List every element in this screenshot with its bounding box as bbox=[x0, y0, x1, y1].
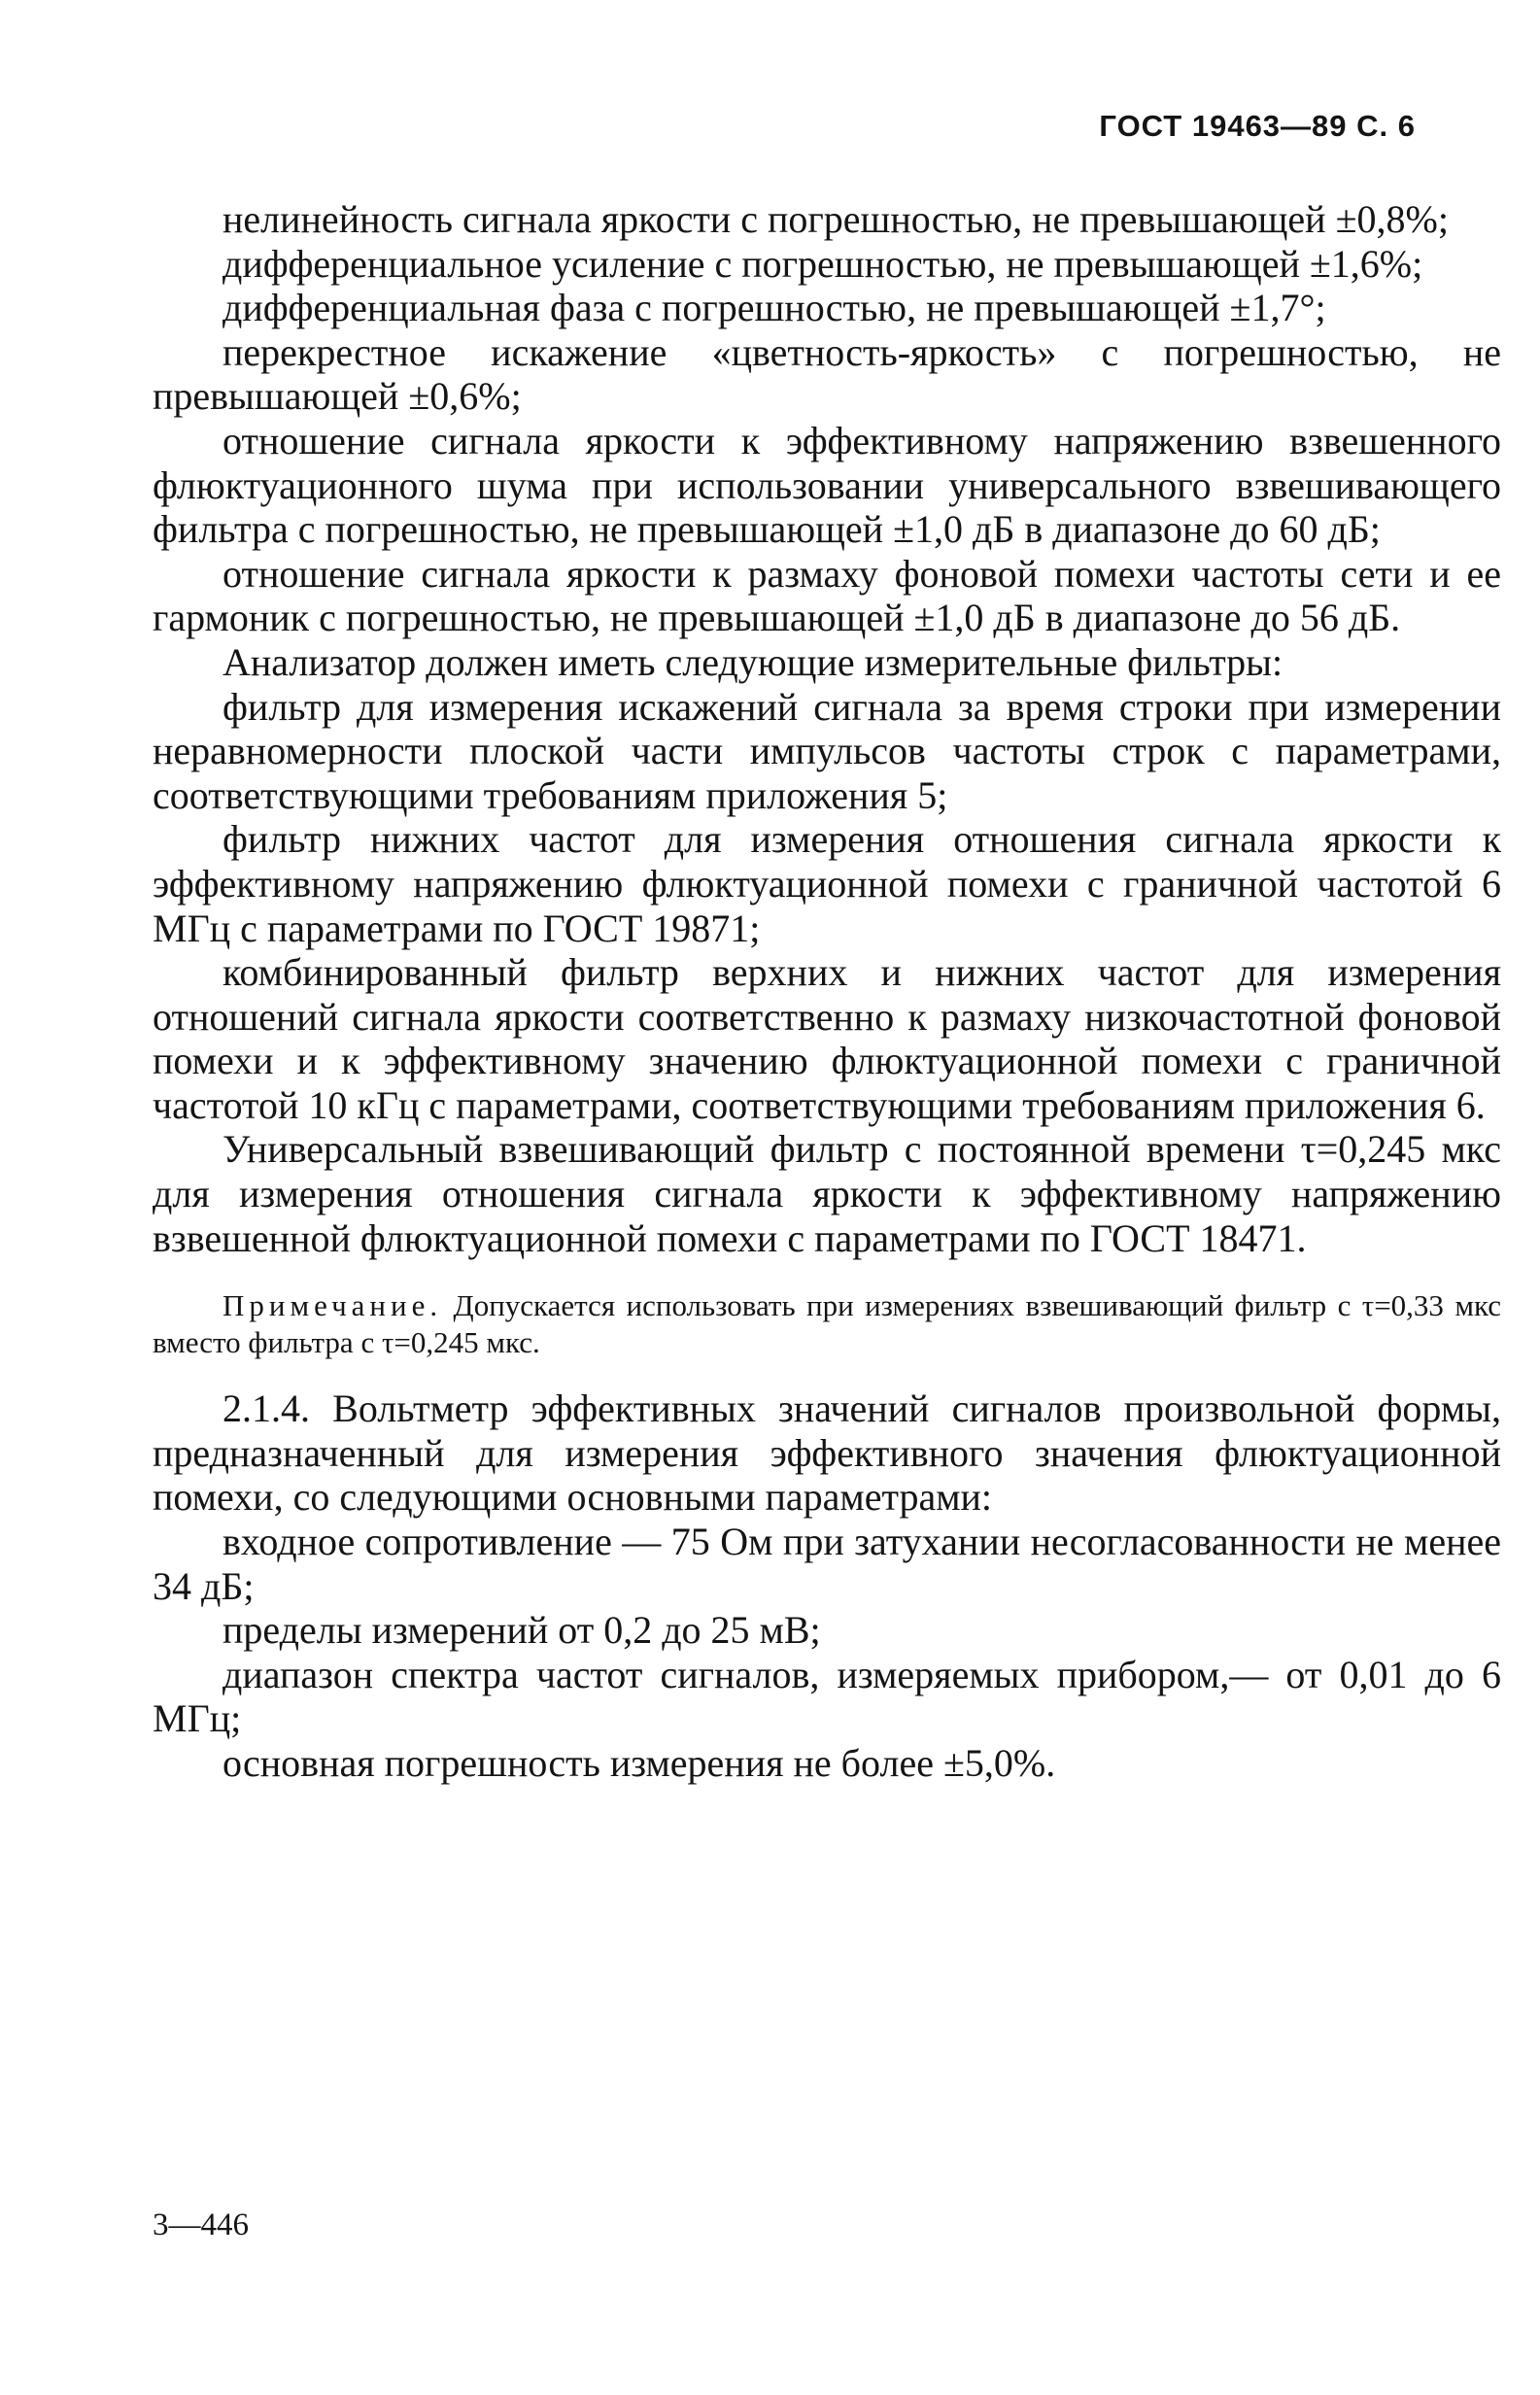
paragraph: дифференциальная фаза с погрешностью, не превышающей ±1,7°; bbox=[222, 286, 1326, 330]
paragraph: Универсальный взвешивающий фильтр с постоянной времени τ=0,245 мкс для измерения отношения сигнала яркости к эффективному напряжению взвешенной флюктуационной помехи с параметрами по ГОСТ 18471. bbox=[153, 1127, 1501, 1260]
paragraph: фильтр нижних частот для измерения отношения сигнала яркости к эффективному напряжению флюктуационной помехи с граничной частотой 6 МГц с параметрами по ГОСТ 19871; bbox=[153, 817, 1501, 950]
paragraph: отношение сигнала яркости к эффективному напряжению взвешенного флюктуационного шума при использовании универсального взвешивающего фильтра с погрешностью, не превышающей ±1,0 дБ в диапазоне до 60 дБ; bbox=[153, 418, 1501, 552]
running-header: ГОСТ 19463—89 С. 6 bbox=[1099, 109, 1416, 143]
note bbox=[153, 1287, 1501, 1361]
paragraph: дифференциальное усиление с погрешностью, не превышающей ±1,6%; bbox=[222, 241, 1423, 286]
list-item: диапазон спектра частот сигналов, измеряемых прибором,— от 0,01 до 6 МГц; bbox=[153, 1652, 1501, 1741]
paragraph: комбинированный фильтр верхних и нижних частот для измерения отношений сигнала яркости соответственно к размаху низкочастотной фоновой помехи и к эффективному значению флюктуационной помехи с граничной частотой 10 кГц с параметрами, соответствующими требованиям приложения 6. bbox=[153, 950, 1501, 1127]
main-text bbox=[153, 197, 1501, 1786]
paragraph: перекрестное искажение «цветность-яркость» с погрешностью, не превышающей ±0,6%; bbox=[153, 329, 1501, 419]
signature-mark: 3—446 bbox=[153, 2207, 249, 2242]
note-label: Примечание. bbox=[222, 1288, 443, 1323]
list-item: входное сопротивление — 75 Ом при затухании несогласованности не менее 34 дБ; bbox=[153, 1520, 1501, 1608]
paragraph: Анализатор должен иметь следующие измерительные фильтры: bbox=[222, 639, 1283, 684]
section-heading: 2.1.4. Вольтметр эффективных значений сигналов произвольной формы, предназначенный для измерения эффективного значения флюктуационной помехи, со следующими основными параметрами: bbox=[153, 1386, 1501, 1520]
paragraph: нелинейность сигнала яркости с погрешностью, не превышающей ±0,8%; bbox=[222, 197, 1449, 241]
note-text: Допускается использовать при измерениях взвешивающий фильтр с τ=0,33 мкс вместо фильтра с τ=0,245 мкс. bbox=[153, 1288, 1502, 1360]
paragraph: отношение сигнала яркости к размаху фоновой помехи частоты сети и ее гармоник с погрешностью, не превышающей ±1,0 дБ в диапазоне до 56 дБ. bbox=[153, 551, 1501, 640]
paragraph: фильтр для измерения искажений сигнала за время строки при измерении неравномерности плоской части импульсов частоты строк с параметрами, соответствующими требованиям приложения 5; bbox=[153, 684, 1501, 817]
list-item: пределы измерений от 0,2 до 25 мВ; bbox=[222, 1608, 821, 1653]
list-item: основная погрешность измерения не более ±5,0%. bbox=[222, 1741, 1056, 1785]
